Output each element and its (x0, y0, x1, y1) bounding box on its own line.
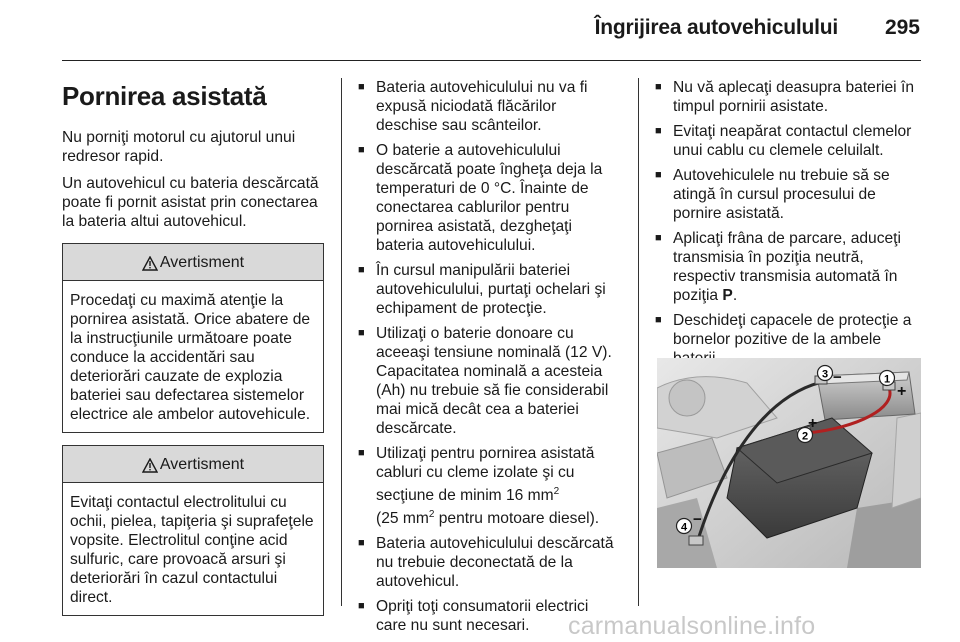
parking-brake-text: Aplicaţi frâna de parcare, aduceţi transmisia în poziţia neutră, respectiv transmisia automată în poziţia (673, 230, 901, 304)
bullet-square-icon: ■ (655, 169, 662, 181)
svg-text:1: 1 (883, 373, 891, 386)
warning-body: Procedaţi cu maximă atenţie la pornirea asistată. Orice abatere de la instrucţiunile următoare poate conduce la accidentări sau deteriorări cauzate de explozia bateriei sau defectarea sistemelor electrice ale ambelor autovehicule. (70, 292, 311, 423)
list-item: ■ Bateria autovehiculului nu va fi expusă niciodată flăcărilor deschise sau scânteilor. (358, 79, 588, 134)
description-paragraph: Un autovehicul cu bateria descărcată poate fi pornit asistat prin conectarea la bateria altui autovehicul. (62, 175, 319, 230)
list-item: ■ Evitaţi neapărat contactul clemelor unui cablu cu clemele celuilalt. (655, 123, 912, 159)
bullet-square-icon: ■ (358, 447, 365, 459)
plus-sign: + (808, 415, 818, 432)
svg-text:2: 2 (801, 430, 809, 443)
bullet-square-icon: ■ (358, 537, 365, 550)
warning-triangle-icon (142, 458, 158, 473)
bullet-square-icon: ■ (655, 125, 662, 137)
bullet-square-icon: ■ (358, 600, 365, 613)
list-item: ■ Bateria autovehiculului descărcată nu trebuie deconectată de la autovehicul. (358, 535, 614, 591)
jump-start-figure (657, 358, 921, 568)
page-header-title: Îngrijirea autovehiculului (594, 16, 838, 39)
warning-title: Avertisment (159, 253, 245, 271)
bullet-square-icon: ■ (358, 264, 365, 276)
list-item (655, 229, 923, 305)
column-1 (62, 78, 324, 616)
list-item: ■ O baterie a autovehiculului descărcată poate îngheţa deja la temperaturi de 0 °C. Înainte de conectarea cablurilor pentru pornirea asistată, dezgheţaţi bateria autovehiculului. (358, 142, 603, 254)
list-item: ■ Nu vă aplecaţi deasupra bateriei în timpul pornirii asistate. (655, 79, 914, 115)
plus-sign: + (897, 383, 907, 400)
bullet-square-icon: ■ (655, 314, 662, 326)
intro-paragraph: Nu porniţi motorul cu ajutorul unui redresor rapid. (62, 129, 296, 165)
page-number: 295 (884, 16, 920, 39)
minus-sign: − (693, 511, 702, 528)
list-item: ■ Opriţi toţi consumatorii electrici care nu sunt necesari. (358, 598, 589, 635)
warning-box-2 (62, 445, 324, 616)
header-divider (62, 60, 921, 61)
warning-triangle-icon (142, 256, 158, 271)
gear-position-p: P (722, 287, 733, 304)
warning-header (63, 244, 323, 281)
list-item: ■ Deschideţi capacele de protecţie a bornelor pozitive de la ambele (655, 311, 923, 368)
column-2 (358, 78, 622, 641)
bullet-square-icon: ■ (655, 81, 662, 93)
engine-bay-illustration (657, 358, 921, 568)
callout-3 (818, 366, 833, 381)
list-item: ■ Utilizaţi o baterie donoare cu aceeaşi tensiune nominală (12 V). Capacitatea nominală a acesteia (Ah) nu trebuie să fie considerabil mai mică decât cea a bateriei descărcate. (358, 325, 612, 437)
superscript: 2 (553, 486, 560, 497)
warning-header (63, 446, 323, 483)
column-3 (655, 78, 923, 374)
cable-spec-text: Utilizaţi pentru pornirea asistată cabluri cu cleme izolate şi cu secţiune de minim 16 mm (376, 445, 595, 505)
svg-text:4: 4 (680, 521, 688, 534)
column-divider (341, 78, 342, 606)
bullet-square-icon: ■ (655, 232, 662, 244)
watermark: carmanualsonline.info (568, 612, 816, 640)
svg-text:3: 3 (821, 368, 829, 381)
bullet-square-icon: ■ (358, 81, 365, 93)
section-title: Pornirea asistată (62, 81, 267, 111)
bullet-square-icon: ■ (358, 327, 365, 339)
warning-box-1 (62, 243, 324, 433)
minus-sign: − (833, 369, 842, 386)
column-divider (638, 78, 639, 606)
cable-spec-diesel: (25 mm (376, 510, 429, 528)
bullet-square-icon: ■ (358, 144, 365, 156)
list-item: ■ Autovehiculele nu trebuie să se atingă în cursul procesului de pornire asistată. (655, 167, 890, 222)
sentence-end: . (732, 287, 738, 304)
callout-4 (677, 519, 692, 534)
callout-1 (880, 371, 895, 386)
warning-body: Evitaţi contactul electrolitului cu ochii, pielea, tapiţeria şi suprafeţele vopsite. Electrolitul conţine acid sulfuric, care provoacă arsuri şi deteriorări în cazul contactului direct. (70, 494, 314, 606)
cable-spec-end: pentru motoare diesel). (434, 510, 600, 528)
superscript: 2 (428, 509, 435, 521)
list-item: ■ În cursul manipulării bateriei autovehiculului, purtaţi ochelari şi echipament de protecţie. (358, 262, 606, 317)
warning-title: Avertisment (159, 455, 245, 473)
list-item (358, 444, 622, 528)
